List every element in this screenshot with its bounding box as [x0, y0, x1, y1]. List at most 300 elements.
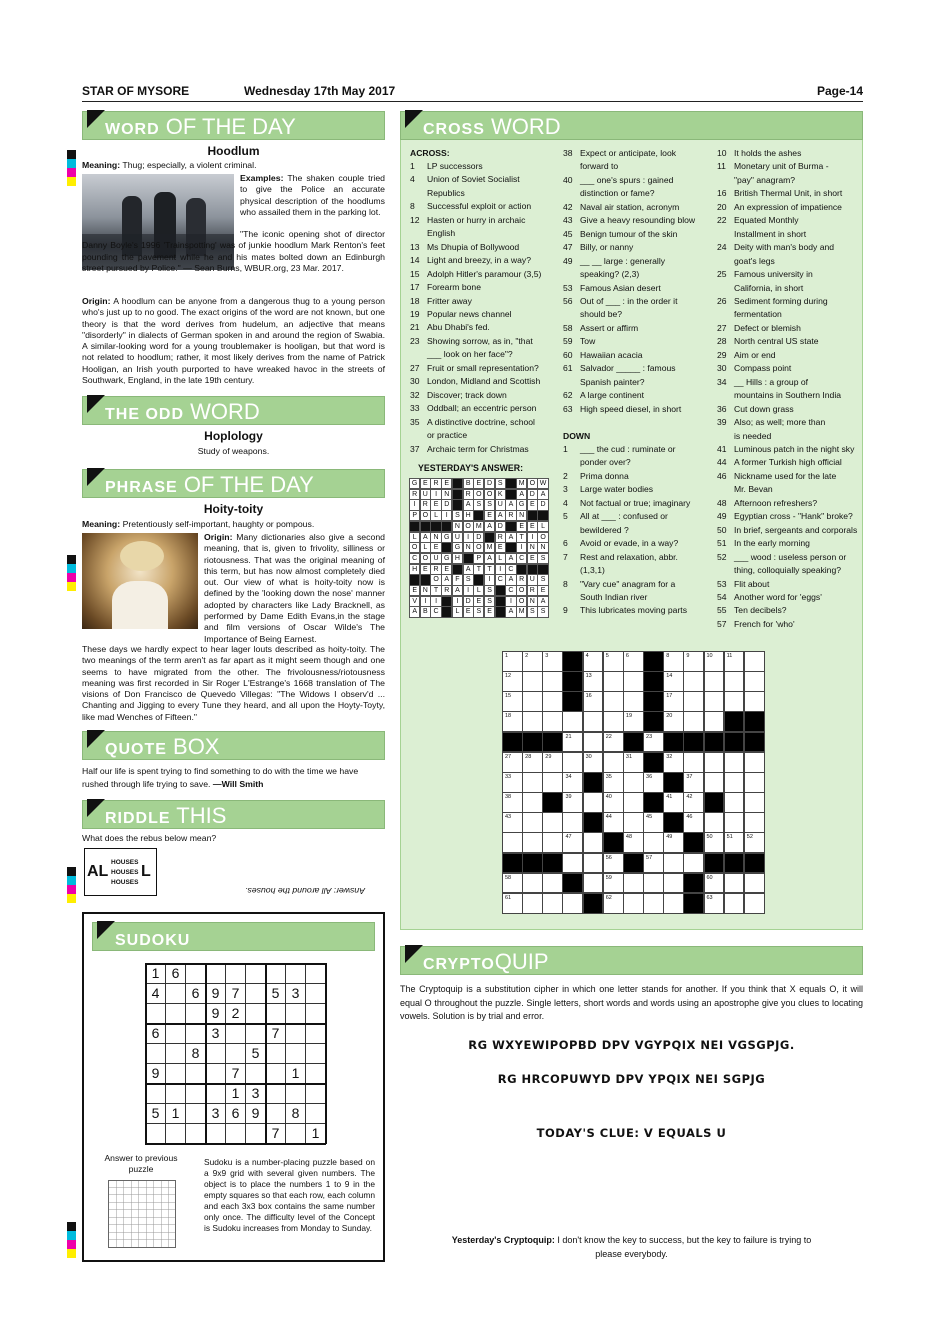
- word-of-day-band: WORD OF THE DAY: [82, 111, 385, 140]
- crossword-cell[interactable]: 52: [744, 832, 765, 853]
- crossword-cell[interactable]: [502, 732, 523, 753]
- rebus-left: AL: [87, 863, 109, 880]
- answer-cell: L: [495, 553, 506, 564]
- clue: forward to: [580, 161, 619, 172]
- clue: 53 Flit about: [717, 578, 770, 589]
- answer-cell: E: [527, 553, 538, 564]
- clue: 20 An expression of impatience: [717, 201, 842, 212]
- crossword-cell[interactable]: [724, 853, 745, 874]
- crossword-cell[interactable]: [744, 651, 765, 672]
- crossword-cell[interactable]: 61: [502, 893, 523, 914]
- answer-cell: [473, 510, 484, 521]
- answer-cell: U: [495, 499, 506, 510]
- crossword-cell[interactable]: [522, 671, 543, 692]
- crossword-cell[interactable]: [623, 853, 644, 874]
- answer-cell: [441, 606, 452, 617]
- crossword-cell[interactable]: [663, 873, 684, 894]
- crossword-cell[interactable]: [704, 812, 725, 833]
- crossword-cell[interactable]: [744, 732, 765, 753]
- cryptoquip-line-2: RG HRCOPUWYD DPV YPQIX NEI SGPJG: [497, 1072, 766, 1086]
- answer-cell: I: [430, 489, 441, 500]
- crossword-cell[interactable]: 28: [522, 752, 543, 773]
- crossword-cell[interactable]: 12: [502, 671, 523, 692]
- crossword-cell[interactable]: 11: [724, 651, 745, 672]
- crossword-cell[interactable]: [583, 832, 604, 853]
- crossword-cell[interactable]: 57: [643, 853, 664, 874]
- crossword-cell[interactable]: [724, 873, 745, 894]
- answer-cell: I: [516, 542, 527, 553]
- phrase-body: These days we hardly expect to hear lager louts described as hoity-toity. The two meanings of the term aren't as far apart as it might seem though and one seems to have migrated from the other. The frivolousness/riotousness meaning was first recorded in Sir Roger L'Estrange's 1668 translation of The visions of Don Francisco de Quevedo Villegas: "The Widows I observ'd ... Chanting and Jigging to every Tune they heard, and all upon the Hoyty-Toyty, like mad Wenches of Fifteen.": [82, 644, 385, 722]
- crossword-cell[interactable]: 62: [603, 893, 624, 914]
- crossword-cell[interactable]: 44: [603, 812, 624, 833]
- sudoku-cell: [165, 1063, 186, 1084]
- crossword-cell[interactable]: [744, 812, 765, 833]
- clue: 42 Naval air station, acronym: [563, 201, 680, 212]
- crossword-cell[interactable]: 46: [683, 812, 704, 833]
- sudoku-cell: [305, 963, 326, 984]
- crossword-cell[interactable]: 32: [663, 752, 684, 773]
- clue: 28 North central US state: [717, 336, 819, 347]
- sudoku-cell: [265, 1083, 286, 1104]
- crossword-cell[interactable]: 14: [663, 671, 684, 692]
- crossword-cell[interactable]: [663, 853, 684, 874]
- answer-cell: W: [537, 478, 548, 489]
- clue: goat's legs: [734, 255, 775, 266]
- crossword-cell[interactable]: [522, 893, 543, 914]
- crossword-cell[interactable]: 58: [502, 873, 523, 894]
- rebus-word-1: HOUSES: [111, 859, 139, 866]
- answer-cell: O: [527, 478, 538, 489]
- crossword-cell[interactable]: [683, 691, 704, 712]
- crossword-cell[interactable]: [643, 691, 664, 712]
- crossword-cell[interactable]: [562, 671, 583, 692]
- crossword-cell[interactable]: [562, 812, 583, 833]
- crossword-cell[interactable]: [542, 732, 563, 753]
- answer-cell: I: [441, 510, 452, 521]
- crossword-cell[interactable]: [522, 853, 543, 874]
- crossword-cell[interactable]: [522, 812, 543, 833]
- crossword-cell[interactable]: 30: [583, 752, 604, 773]
- crossword-cell[interactable]: [724, 711, 745, 732]
- answer-cell: O: [537, 532, 548, 543]
- clue: 6 Avoid or evade, in a way?: [563, 538, 679, 549]
- clue: 23 Showing sorrow, as in, "that: [410, 335, 533, 346]
- crossword-cell[interactable]: [562, 853, 583, 874]
- crossword-cell[interactable]: 8: [663, 651, 684, 672]
- answer-cell: E: [537, 585, 548, 596]
- clue: 14 Light and breezy, in a way?: [410, 255, 531, 266]
- answer-cell: E: [473, 596, 484, 607]
- crossword-cell[interactable]: [583, 893, 604, 914]
- crossword-cell[interactable]: [542, 691, 563, 712]
- sudoku-cell: 3: [205, 1103, 226, 1124]
- crossword-cell[interactable]: [683, 711, 704, 732]
- answer-cell: [441, 542, 452, 553]
- crossword-cell[interactable]: [704, 691, 725, 712]
- answer-cell: I: [505, 596, 516, 607]
- crossword-cell[interactable]: 15: [502, 691, 523, 712]
- crossword-cell[interactable]: [562, 752, 583, 773]
- crossword-cell[interactable]: [542, 792, 563, 813]
- clue: 7 Rest and relaxation, abbr.: [563, 551, 678, 562]
- clue: 11 Monetary unit of Burma -: [717, 161, 829, 172]
- crossword-cell[interactable]: [623, 893, 644, 914]
- clue: Installment in short: [734, 228, 807, 239]
- clue: 37 Archaic term for Christmas: [410, 443, 529, 454]
- sudoku-cell: 7: [225, 1063, 246, 1084]
- crossword-cell[interactable]: 31: [623, 752, 644, 773]
- riddle-band: RIDDLE THIS: [82, 800, 385, 829]
- answer-cell: A: [420, 532, 431, 543]
- crossword-cell[interactable]: [683, 832, 704, 853]
- issue-date: Wednesday 17th May 2017: [244, 84, 396, 98]
- crossword-cell[interactable]: [603, 671, 624, 692]
- sudoku-cell: [245, 1003, 266, 1024]
- crossword-cell[interactable]: [724, 772, 745, 793]
- registration-marks-top: [67, 150, 76, 186]
- crossword-cell[interactable]: 34: [562, 772, 583, 793]
- crossword-cell[interactable]: [683, 873, 704, 894]
- answer-cell: O: [516, 596, 527, 607]
- answer-cell: [441, 521, 452, 532]
- answer-cell: S: [537, 606, 548, 617]
- sudoku-cell: [185, 1003, 206, 1024]
- crossword-cell[interactable]: [522, 832, 543, 853]
- crossword-cell[interactable]: [724, 893, 745, 914]
- crossword-cell[interactable]: 6: [623, 651, 644, 672]
- crossword-cell[interactable]: [583, 711, 604, 732]
- answer-cell: R: [430, 564, 441, 575]
- clue: 12 Hasten or hurry in archaic: [410, 214, 526, 225]
- crossword-cell[interactable]: [522, 711, 543, 732]
- sudoku-cell: 4: [145, 983, 166, 1004]
- crossword-cell[interactable]: 41: [663, 792, 684, 813]
- answer-cell: E: [495, 542, 506, 553]
- clue: California, in short: [734, 282, 804, 293]
- sudoku-cell: [165, 1123, 186, 1144]
- crossword-cell[interactable]: [744, 671, 765, 692]
- crossword-cell[interactable]: [744, 853, 765, 874]
- answer-cell: A: [505, 606, 516, 617]
- crossword-cell[interactable]: 18: [502, 711, 523, 732]
- crossword-cell[interactable]: [744, 792, 765, 813]
- odd-word-band: THE ODD WORD: [82, 396, 385, 425]
- crossword-cell[interactable]: 13: [583, 671, 604, 692]
- clue: 38 Expect or anticipate, look: [563, 148, 677, 158]
- crossword-cell[interactable]: 4: [583, 651, 604, 672]
- crossword-cell[interactable]: [583, 732, 604, 753]
- clue: 41 Luminous patch in the night sky: [717, 443, 855, 454]
- clue: 3 Large water bodies: [563, 484, 654, 495]
- answer-cell: E: [527, 499, 538, 510]
- sudoku-cell: 9: [205, 983, 226, 1004]
- crossword-cell[interactable]: [542, 772, 563, 793]
- answer-cell: H: [452, 553, 463, 564]
- crossword-cell[interactable]: [623, 732, 644, 753]
- crossword-cell[interactable]: 20: [663, 711, 684, 732]
- crossword-cell[interactable]: 33: [502, 772, 523, 793]
- answer-cell: [409, 574, 420, 585]
- crossword-cell[interactable]: [623, 671, 644, 692]
- sudoku-cell: [305, 1043, 326, 1064]
- crossword-cell[interactable]: [683, 853, 704, 874]
- crossword-cell[interactable]: [522, 792, 543, 813]
- sudoku-cell: [245, 1123, 266, 1144]
- crossword-cell[interactable]: [542, 853, 563, 874]
- crossword-cell[interactable]: [724, 752, 745, 773]
- crossword-cell[interactable]: 19: [623, 711, 644, 732]
- sudoku-answer-label: Answer to previous puzzle: [104, 1153, 178, 1174]
- crossword-cell[interactable]: [704, 752, 725, 773]
- answer-cell: E: [527, 521, 538, 532]
- crossword-cell[interactable]: 5: [603, 651, 624, 672]
- answer-cell: N: [527, 596, 538, 607]
- clue: Republics: [427, 187, 465, 198]
- answer-cell: [505, 521, 516, 532]
- answer-cell: K: [495, 489, 506, 500]
- crossword-cell[interactable]: [744, 893, 765, 914]
- answer-cell: R: [495, 532, 506, 543]
- crossword-cell[interactable]: [583, 792, 604, 813]
- clue: 27 Defect or blemish: [717, 322, 801, 333]
- crossword-cell[interactable]: [623, 691, 644, 712]
- answer-cell: G: [452, 542, 463, 553]
- odd-word-title: Hoplology: [204, 429, 263, 443]
- crossword-cell[interactable]: [724, 671, 745, 692]
- crossword-cell[interactable]: [583, 853, 604, 874]
- sudoku-cell: 5: [145, 1103, 166, 1124]
- crossword-cell[interactable]: [643, 711, 664, 732]
- answer-cell: [505, 489, 516, 500]
- crossword-cell[interactable]: [724, 691, 745, 712]
- crossword-cell[interactable]: [502, 832, 523, 853]
- crossword-cell[interactable]: [542, 671, 563, 692]
- crossword-cell[interactable]: [704, 853, 725, 874]
- answer-cell: I: [463, 585, 474, 596]
- crossword-cell[interactable]: [663, 772, 684, 793]
- crossword-cell[interactable]: [643, 752, 664, 773]
- crossword-cell[interactable]: [502, 853, 523, 874]
- crossword-cell[interactable]: 47: [562, 832, 583, 853]
- answer-cell: N: [420, 585, 431, 596]
- crossword-cell[interactable]: [623, 873, 644, 894]
- answer-cell: [516, 564, 527, 575]
- sudoku-cell: 3: [205, 1023, 226, 1044]
- sudoku-cell: [185, 963, 206, 984]
- crossword-cell[interactable]: [583, 873, 604, 894]
- crossword-cell[interactable]: 29: [542, 752, 563, 773]
- clue: 8 "Vary cue" anagram for a: [563, 578, 676, 589]
- crossword-cell[interactable]: 50: [704, 832, 725, 853]
- clue: (1,3,1): [580, 565, 605, 576]
- crossword-cell[interactable]: [623, 812, 644, 833]
- crossword-cell[interactable]: [562, 691, 583, 712]
- answer-cell: A: [537, 596, 548, 607]
- crossword-cell[interactable]: [643, 671, 664, 692]
- crossword-cell[interactable]: [522, 873, 543, 894]
- clue: 34 __ Hills : a group of: [717, 376, 809, 387]
- crossword-cell[interactable]: [542, 832, 563, 853]
- crossword-cell[interactable]: [542, 812, 563, 833]
- crossword-cell[interactable]: [724, 732, 745, 753]
- crossword-cell[interactable]: 45: [643, 812, 664, 833]
- crossword-cell[interactable]: [603, 752, 624, 773]
- answer-cell: G: [409, 478, 420, 489]
- crossword-cell[interactable]: [562, 873, 583, 894]
- crossword-cell[interactable]: [562, 893, 583, 914]
- crossword-cell[interactable]: 59: [603, 873, 624, 894]
- crossword-cell[interactable]: [704, 711, 725, 732]
- crossword-cell[interactable]: [542, 873, 563, 894]
- answer-cell: [452, 478, 463, 489]
- clue: 57 French for 'who': [717, 618, 795, 629]
- sudoku-cell: [225, 1023, 246, 1044]
- clue: 29 Aim or end: [717, 349, 776, 360]
- crossword-cell[interactable]: 56: [603, 853, 624, 874]
- crossword-cell[interactable]: [704, 772, 725, 793]
- sudoku-cell: [285, 1023, 306, 1044]
- crossword-cell[interactable]: [663, 812, 684, 833]
- crossword-cell[interactable]: 48: [623, 832, 644, 853]
- crossword-cell[interactable]: [643, 893, 664, 914]
- crossword-cell[interactable]: 36: [643, 772, 664, 793]
- crossword-cell[interactable]: 22: [603, 732, 624, 753]
- rebus-box: [84, 848, 157, 896]
- clue: 53 Famous Asian desert: [563, 282, 661, 293]
- crossword-cell[interactable]: 35: [603, 772, 624, 793]
- crossword-cell[interactable]: [623, 772, 644, 793]
- answer-cell: [495, 606, 506, 617]
- answer-cell: D: [463, 596, 474, 607]
- clue: 59 Tow: [563, 336, 596, 347]
- answer-cell: O: [409, 542, 420, 553]
- crossword-cell[interactable]: [704, 732, 725, 753]
- answer-cell: F: [452, 574, 463, 585]
- cryptoquip-clue: TODAY'S CLUE: V EQUALS U: [536, 1126, 727, 1140]
- crossword-cell[interactable]: [603, 711, 624, 732]
- crossword-cell[interactable]: [744, 691, 765, 712]
- crossword-cell[interactable]: [562, 651, 583, 672]
- paper-name: STAR OF MYSORE: [82, 84, 190, 98]
- crossword-cell[interactable]: [683, 893, 704, 914]
- answer-cell: A: [484, 553, 495, 564]
- sudoku-cell: 9: [145, 1063, 166, 1084]
- crossword-cell[interactable]: 49: [663, 832, 684, 853]
- answer-cell: N: [537, 542, 548, 553]
- answer-cell: A: [505, 532, 516, 543]
- crossword-cell[interactable]: 40: [603, 792, 624, 813]
- crossword-cell[interactable]: [643, 792, 664, 813]
- crossword-cell[interactable]: [643, 873, 664, 894]
- answer-cell: [463, 553, 474, 564]
- crossword-cell[interactable]: 39: [562, 792, 583, 813]
- crossword-cell[interactable]: 60: [704, 873, 725, 894]
- crossword-cell[interactable]: [603, 691, 624, 712]
- answer-cell: [527, 564, 538, 575]
- crossword-cell[interactable]: 9: [683, 651, 704, 672]
- crossword-cell[interactable]: [683, 752, 704, 773]
- answer-cell: T: [430, 585, 441, 596]
- crossword-band: CROSS WORD: [400, 111, 863, 140]
- cryptoquip-band: CRYPTOQUIP: [400, 946, 863, 975]
- crossword-cell[interactable]: [583, 772, 604, 793]
- crossword-cell[interactable]: [744, 772, 765, 793]
- crossword-cell[interactable]: [683, 671, 704, 692]
- crossword-cell[interactable]: [663, 732, 684, 753]
- crossword-cell[interactable]: 3: [542, 651, 563, 672]
- crossword-cell[interactable]: 27: [502, 752, 523, 773]
- crossword-cell[interactable]: [724, 812, 745, 833]
- crossword-cell[interactable]: 21: [562, 732, 583, 753]
- crossword-cell[interactable]: 42: [683, 792, 704, 813]
- crossword-cell[interactable]: [744, 873, 765, 894]
- sudoku-cell: [165, 1043, 186, 1064]
- sudoku-cell: 8: [185, 1043, 206, 1064]
- crossword-cell[interactable]: 51: [724, 832, 745, 853]
- crossword-cell[interactable]: [542, 711, 563, 732]
- crossword-cell[interactable]: [583, 812, 604, 833]
- crossword-cell[interactable]: [724, 792, 745, 813]
- crossword-cell[interactable]: 16: [583, 691, 604, 712]
- clue: 54 Another word for 'eggs': [717, 591, 822, 602]
- crossword-cell[interactable]: 23: [643, 732, 664, 753]
- crossword-cell[interactable]: 10: [704, 651, 725, 672]
- answer-cell: P: [409, 510, 420, 521]
- crossword-cell[interactable]: [562, 711, 583, 732]
- answer-cell: D: [441, 499, 452, 510]
- crossword-cell[interactable]: [603, 832, 624, 853]
- crossword-cell[interactable]: [704, 671, 725, 692]
- clue: 25 Famous university in: [717, 269, 813, 280]
- crossword-cell[interactable]: [744, 711, 765, 732]
- crossword-cell[interactable]: [623, 792, 644, 813]
- crossword-cell[interactable]: 43: [502, 812, 523, 833]
- sudoku-cell: [185, 1023, 206, 1044]
- answer-cell: C: [409, 553, 420, 564]
- crossword-cell[interactable]: [522, 691, 543, 712]
- crossword-cell[interactable]: [643, 651, 664, 672]
- crossword-cell[interactable]: 63: [704, 893, 725, 914]
- crossword-cell[interactable]: [683, 732, 704, 753]
- crossword-cell[interactable]: [643, 832, 664, 853]
- crossword-cell[interactable]: 2: [522, 651, 543, 672]
- sudoku-cell: 3: [285, 983, 306, 1004]
- crossword-cell[interactable]: 17: [663, 691, 684, 712]
- clue: 40 ___ one's spurs : gained: [563, 174, 674, 185]
- answer-cell: U: [430, 553, 441, 564]
- crossword-cell[interactable]: [522, 772, 543, 793]
- answer-cell: [420, 574, 431, 585]
- clue: 2 Prima donna: [563, 470, 629, 481]
- sudoku-cell: 7: [265, 1123, 286, 1144]
- answer-cell: U: [452, 532, 463, 543]
- sudoku-cell: 7: [265, 1023, 286, 1044]
- crossword-cell[interactable]: [542, 893, 563, 914]
- crossword-cell[interactable]: [663, 893, 684, 914]
- sudoku-cell: 5: [265, 983, 286, 1004]
- sudoku-description: Sudoku is a number-placing puzzle based on a 9x9 grid with several given numbers. The object is to place the numbers 1 to 9 in the empty squares so that each row, each column and each 3x3 box contains the same number only once. The difficulty level of the Concept is Sudoku increases from Monday to Sunday.: [204, 1157, 375, 1233]
- answer-cell: I: [420, 596, 431, 607]
- clue: 1 ___ the cud : ruminate or: [563, 444, 676, 454]
- crossword-cell[interactable]: [522, 732, 543, 753]
- crossword-cell[interactable]: 1: [502, 651, 523, 672]
- clues-column-2-down: [563, 443, 713, 618]
- crossword-cell[interactable]: 37: [683, 772, 704, 793]
- crossword-cell[interactable]: [704, 792, 725, 813]
- sudoku-cell: [205, 1123, 226, 1144]
- crossword-cell[interactable]: 38: [502, 792, 523, 813]
- crossword-cell[interactable]: [744, 752, 765, 773]
